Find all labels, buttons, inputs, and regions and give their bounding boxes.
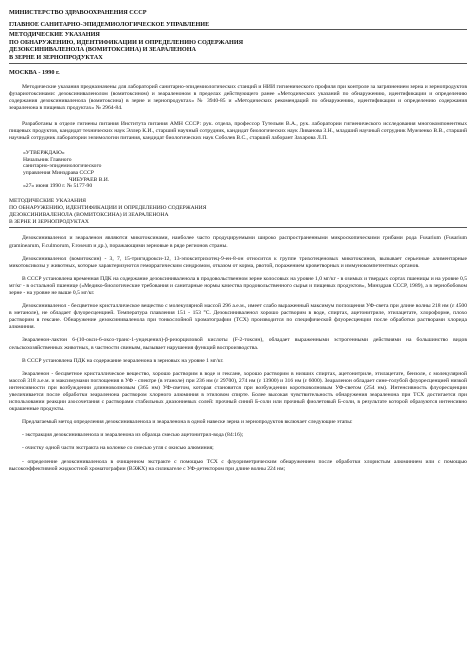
divider (9, 29, 467, 30)
title-line: В ЗЕРНЕ И ЗЕРНОПРОДУКТАХ (9, 219, 89, 226)
body-paragraph: В СССР установлена временная ПДК на содержание дезоксиниваленола в продовольственном зерне колосовых на уровне 1,0 мг/кг - в озимых и твердых сортах пшеницы и на уровне 0,5 мг/кг - в остальной пшенице («Медико-биологические требования и санитарные нормы качества продовольственного сырья и пищевых продуктов», Минздрав СССР, 1989), а в зернобобовом зерне - на уровне не выше 0,5 мг/кг. (9, 275, 467, 296)
title-line: ДЕЗОКСИНИВАЛЕНОЛА (ВОМИТОКСИНА) И ЗЕАРАЛЕНОНА (9, 212, 169, 219)
divider (9, 63, 467, 64)
document-title-repeat (9, 198, 467, 226)
document-title (9, 31, 467, 61)
title-line: ПО ОБНАРУЖЕНИЮ, ИДЕНТИФИКАЦИИ И ОПРЕДЕЛЕНИЮ СОДЕРЖАНИЯ (9, 38, 244, 46)
approval-line: «УТВЕРЖДАЮ» (23, 149, 65, 156)
approval-line: Начальник Главного (23, 156, 72, 163)
title-line: МЕТОДИЧЕСКИЕ УКАЗАНИЯ (9, 198, 86, 205)
approval-block (9, 150, 467, 190)
title-line: ПО ОБНАРУЖЕНИЮ, ИДЕНТИФИКАЦИИ И ОПРЕДЕЛЕНИЮ СОДЕРЖАНИЯ (9, 205, 207, 212)
title-line: ДЕЗОКСИНИВАЛЕНОЛА (ВОМИТОКСИНА) И ЗЕАРАЛЕНОНА (9, 46, 196, 54)
authors-paragraph: Разработаны в отделе гигиены питания Института питания АМН СССР: рук. отдела, профессор Тутельян В.А., рук. лаборатории гигиенического исследования многокомпонентных пищевых продуктов, кандидат технических наук Эллер К.И., старший научный сотрудник, кандидат биологических наук Ливанова З.Н., младший научный сотрудник Мужченко В.В., старший научный сотрудник лаборатории энзимологии питания, кандидат биологических наук Соболев В.С., старший лаборант Захарова Л.П. (9, 120, 467, 141)
list-item: - очистку одной части экстракта на колонке со смесью угля с окисью алюминия; (22, 445, 214, 452)
approval-line: управления Минздрава СССР (23, 169, 94, 176)
document-page (9, 9, 467, 473)
body-paragraph: Дезоксиниваленол - бесцветное кристаллическое вещество с молекулярной массой 296 а.е.м., имеет слабо выраженный максимум поглощения УФ-света при длине волны 218 нм (ε 4500 в метаноле), не обладает флуоресценцией. Температура плавления 151 - 153 °С. Дезоксиниваленол хорошо растворим в воде, спиртах, ацетонитриле, этилацетате, хлороформе, плохо растворим в гексане. Обнаружение дезоксиниваленола при тонкослойной хроматографии (ТСХ) производится по специфической флуоресценции после обработки растворами хлорида алюминия. (9, 303, 467, 331)
intro-paragraph: Методические указания предназначены для лабораторий санитарно-эпидемиологических станций и НИИ гигиенического профиля при контроле за загрязнением зерна и зернопродуктов фузариотоксинами: дезоксиниваленолом (вомитоксином) и зеараленоном в пределах действующего ранее «Методических указаний по обнаружению, идентификации и определению содержания дезоксиниваленола (вомитоксина) в зерне и зернопродуктах» № 3940-85 и «Методических рекомендаций по обнаружению, идентификации и определению содержания зеараленона в пищевых продуктах» № 2964-84. (9, 84, 467, 112)
approval-line: санитарно-эпидемиологического (23, 163, 102, 170)
city-year: МОСКВА - 1990 г. (9, 68, 60, 76)
department-heading: ГЛАВНОЕ САНИТАРНО-ЭПИДЕМИОЛОГИЧЕСКОЕ УПРАВЛЕНИЕ (9, 20, 210, 28)
approval-signatory: ЧИБУРАЕВ В.И. (69, 176, 110, 183)
ministry-heading: МИНИСТЕРСТВО ЗДРАВООХРАНЕНИЯ СССР (9, 9, 147, 16)
list-item: - экстракция дезоксиниваленола и зеараленона из образца смесью ацетонитрил-вода (84:16); (22, 432, 244, 439)
title-line: В ЗЕРНЕ И ЗЕРНОПРОДУКТАХ (9, 53, 103, 61)
title-line: МЕТОДИЧЕСКИЕ УКАЗАНИЯ (9, 31, 100, 39)
body-paragraph: Дезоксиниваленол и зеараленон являются микотоксинами, наиболее часто продуцируемыми широко распространенными микроскопическими грибами рода Fusarium (Fusarium graminearum, F.culmorum, F.roseum и др.), поражающими зерновые в ряде регионов страны. (9, 235, 467, 249)
body-paragraph: Дезоксиниваленол (вомитоксин) - 3, 7, 15-тригидрокси-12, 13-эпокситрихотец-9-ен-8-он относится к группе трихотеценовых микотоксинов, вызывает серьезные алиментарные микотоксикозы у животных, которые характеризуются геморрагическим синдромом, отказом от корма, рвотой, поражением кроветворных и иммунокомпетентных органов. (9, 255, 467, 269)
body-paragraph: Зеараленон - бесцветное кристаллическое вещество, хорошо растворим в воде и гексане, хорошо растворим в низших спиртах, ацетонитриле, этилацетате, бензоле, с молекулярной массой 318 а.е.м. и максимумами поглощения в УФ - спектре (в этаноле) при 236 нм (ε 29700), 274 нм (ε 13900) и 316 нм (ε 6000). Зеараленон обладает сине-голубой флуоресценцией низкой интенсивности при возбуждении длинноволновым (365 нм) УФ-светом, которая становится при возбуждении коротковолновым УФ-светом (254 нм). Интенсивность флуоресценции увеличивается после обработки зеараленона раствором хлорного алюминия в этиловом спирте. Более высокая чувствительность обнаружения зеараленона при ТСХ достигается при использовании реакции азосочетания с растворами стабильных диазониевых солей: прочный синий Б-соли или прочный фиолетовый Б-соли, в результате которой образуются интенсивно окрашенные продукты. (9, 370, 467, 413)
approval-date: «27» июня 1990 г. № 5177-90 (23, 183, 93, 190)
list-item: - определение дезоксиниваленола в очищенном экстракте с помощью ТСХ с флуориметрическим обнаружением после обработки хлористым алюминием или с помощью высокоэффективной жидкостной хроматографии (ВЭЖХ) на силикагеле с УФ-детектором при длине волны 224 нм; (9, 458, 467, 472)
body-paragraph: Зеараленон-лактон 6-(10-окси-6-оксо-транс-1-ундеценил)-β-резорциловой кислоты (F-2-токсин), обладает выраженными эстрогенными действиями на большинство видов сельскохозяйственных животных, в частности свиньям, вызывает нарушения функций воспроизводства. (9, 337, 467, 351)
divider (9, 227, 467, 228)
body-paragraph: В СССР установлена ПДК на содержание зеараленона в зерновых на уровне 1 мг/кг. (22, 357, 224, 364)
body-paragraph: Предлагаемый метод определения дезоксиниваленола и зеараленона в одной навеске зерна и зернопродуктов включает следующие этапы: (22, 419, 353, 426)
